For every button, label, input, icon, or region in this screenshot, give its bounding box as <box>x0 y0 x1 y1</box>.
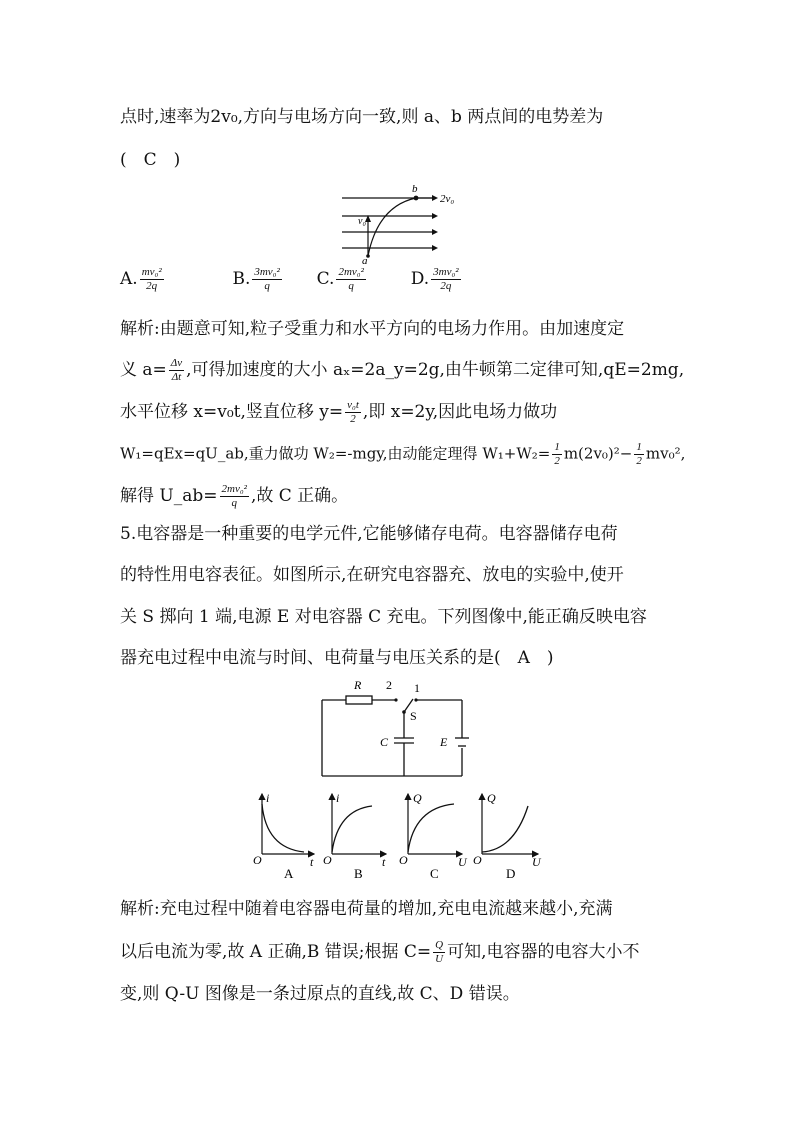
q5-analysis-l1: 解析:充电过程中随着电容器电荷量的增加,充电电流越来越小,充满 <box>120 899 613 919</box>
svg-text:Q: Q <box>413 791 422 805</box>
q5-stem-l3: 关 S 掷向 1 端,电源 E 对电容器 C 充电。下列图像中,能正确反映电容 <box>120 607 647 627</box>
q4-analysis-l5: 解得 U_ab= $\frac{\text{2mv₀²}}{q}$ ,故 C 正确。 <box>120 483 349 509</box>
q4-analysis-l1: 解析:由题意可知,粒子受重力和水平方向的电场力作用。由加速度定 <box>120 319 625 339</box>
svg-text:A: A <box>284 866 294 881</box>
circuit-diagram <box>316 676 476 782</box>
label-c: C <box>380 735 389 749</box>
svg-text:O: O <box>253 853 262 867</box>
label-a: a <box>362 255 368 264</box>
label-v0: v₀ <box>358 216 366 227</box>
graph-a[interactable] <box>253 791 314 881</box>
q4-field-figure <box>338 178 468 264</box>
svg-text:U: U <box>532 855 541 869</box>
label-s: S <box>410 709 417 723</box>
graph-b[interactable] <box>323 791 386 881</box>
svg-text:O: O <box>323 853 332 867</box>
q4-stem-line: 点时,速率为2v₀,方向与电场方向一致,则 a、b 两点间的电势差为 <box>120 107 604 127</box>
svg-text:i: i <box>336 791 340 805</box>
svg-text:D: D <box>506 866 516 881</box>
option-d[interactable]: D. $\frac{\text{3mv₀²}}{2q}$ <box>410 266 459 292</box>
q4-analysis-l4: W₁=qEx=qU_ab,重力做功 W₂=-mgy,由动能定理得 W₁+W₂= $\frac{1}{2}$ m(2v₀)²− $\frac{1}{2}$ mv₀², <box>120 441 686 467</box>
q5-analysis-l2: 以后电流为零,故 A 正确,B 错误;根据 C= $\frac{Q}{U}$ 可知,电容器的电容大小不 <box>120 939 640 965</box>
graph-options <box>248 786 548 884</box>
svg-text:Q: Q <box>487 791 496 805</box>
option-a[interactable]: A. $\frac{\text{mv₀²}}{2q}$ <box>120 266 162 292</box>
graph-d[interactable] <box>473 791 542 881</box>
q5-stem-l4: 器充电过程中电流与时间、电荷量与电压关系的是( A ) <box>120 648 554 668</box>
q5-stem-l2: 的特性用电容表征。如图所示,在研究电容器充、放电的实验中,使开 <box>120 565 624 585</box>
svg-text:C: C <box>430 866 439 881</box>
q5-stem-l1: 5.电容器是一种重要的电学元件,它能够储存电荷。电容器储存电荷 <box>120 524 618 544</box>
q4-answer: ( C ) <box>120 150 181 170</box>
label-r: R <box>354 678 362 692</box>
q4-analysis-l3: 水平位移 x=v₀t,竖直位移 y= $\frac{\text{v₀t}}{2}$ ,即 x=2y,因此电场力做功 <box>120 399 558 425</box>
q4-analysis-l2: 义 a= $\frac{\Delta v}{\Delta t}$ ,可得加速度的大小 aₓ=2a_y=2g,由牛顿第二定律可知,qE=2mg, <box>120 357 685 383</box>
option-c[interactable]: C. $\frac{\text{2mv₀²}}{q}$ <box>316 266 364 292</box>
svg-text:U: U <box>458 855 467 869</box>
svg-text:O: O <box>399 853 408 867</box>
label-2v0: 2v₀ <box>440 193 455 205</box>
svg-text:i: i <box>266 791 270 805</box>
label-1: 1 <box>414 681 420 695</box>
label-b: b <box>412 183 418 195</box>
q4-options <box>120 266 463 293</box>
label-2: 2 <box>386 678 392 692</box>
svg-text:B: B <box>354 866 363 881</box>
q5-analysis-l3: 变,则 Q-U 图像是一条过原点的直线,故 C、D 错误。 <box>120 984 520 1004</box>
graph-c[interactable] <box>399 791 468 881</box>
svg-text:t: t <box>310 855 314 869</box>
svg-text:t: t <box>382 855 386 869</box>
option-b[interactable]: B. $\frac{\text{3mv₀²}}{q}$ <box>232 266 280 292</box>
label-e: E <box>440 735 448 749</box>
svg-text:O: O <box>473 853 482 867</box>
